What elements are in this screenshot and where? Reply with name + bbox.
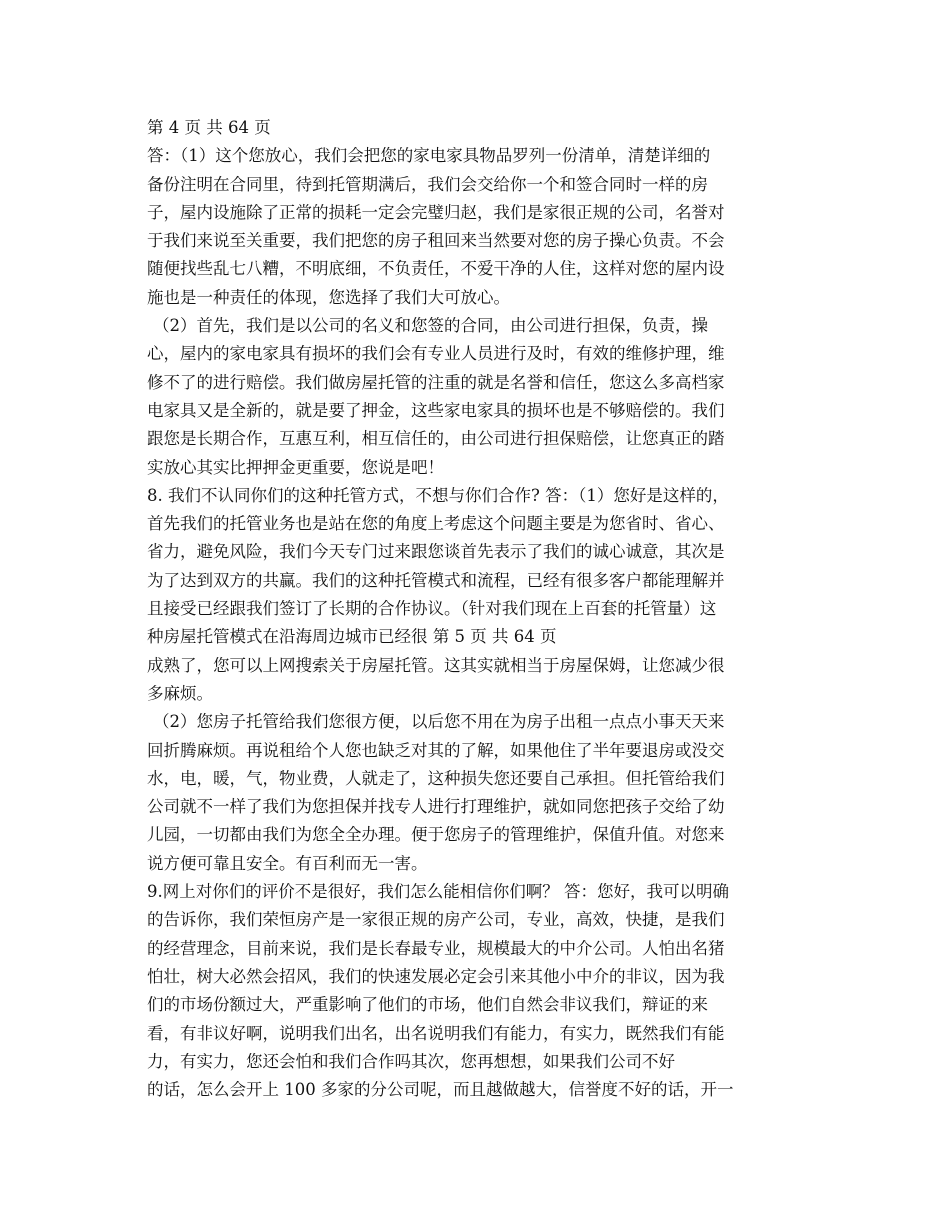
question-9-line-5: 们的市场份额过大，严重影响了他们的市场，他们自然会非议我们，辩证的来 xyxy=(147,995,708,1015)
page-header-line: 第 4 页 共 64 页 xyxy=(147,118,271,137)
answer-7-line-5: 随便找些乱七八糟，不明底细，不负责任，不爱干净的人住，这样对您的屋内设 xyxy=(147,259,725,279)
answer-8-part-2-line-6: 说方便可靠且安全。有百利而无一害。 xyxy=(147,853,428,873)
question-9-line-2: 的告诉你，我们荣恒房产是一家很正规的房产公司，专业，高效，快捷，是我们 xyxy=(147,910,725,930)
question-9-line-4: 怕壮，树大必然会招风，我们的快速发展必定会引来其他小中介的非议，因为我 xyxy=(147,966,725,986)
answer-7-part-2-line-4: 电家具又是全新的，就是要了押金，这些家电家具的损坏也是不够赔偿的。我们 xyxy=(147,400,725,420)
answer-7-part-2-line-1: （2）首先，我们是以公司的名义和您签的合同，由公司进行担保，负责，操 xyxy=(153,316,708,336)
answer-8-part-2-line-4: 公司就不一样了我们为您担保并找专人进行打理维护，就如同您把孩子交给了幼 xyxy=(147,797,725,817)
answer-7-part-2-line-2: 心，屋内的家电家具有损坏的我们会有专业人员进行及时，有效的维修护理，维 xyxy=(147,344,725,364)
question-8-line-8: 多麻烦。 xyxy=(147,683,213,703)
question-9-line-8: 的话，怎么会开上 100 多家的分公司呢，而且越做越大，信誉度不好的话，开一 xyxy=(147,1080,734,1100)
question-9-line-6: 看，有非议好啊，说明我们出名，出名说明我们有能力，有实力，既然我们有能 xyxy=(147,1023,725,1043)
answer-8-part-2-line-2: 回折腾麻烦。再说租给个人您也缺乏对其的了解，如果他住了半年要退房或没交 xyxy=(147,740,725,760)
answer-7-line-4: 于我们来说至关重要，我们把您的房子租回来当然要对您的房子操心负责。不会 xyxy=(147,231,725,251)
question-8-line-4: 为了达到双方的共赢。我们的这种托管模式和流程，已经有很多客户都能理解并 xyxy=(147,570,725,590)
question-8-line-5: 且接受已经跟我们签订了长期的合作协议。（针对我们现在上百套的托管量）这 xyxy=(147,599,717,619)
answer-7-line-1: 答：（1）这个您放心，我们会把您的家电家具物品罗列一份清单，清楚详细的 xyxy=(147,146,711,166)
answer-8-part-2-line-5: 儿园，一切都由我们为您全全办理。便于您房子的管理维护，保值升值。对您来 xyxy=(147,825,725,845)
answer-7-part-2-line-6: 实放心其实比押押金更重要，您说是吧！ xyxy=(147,457,444,477)
answer-7-part-2-line-3: 修不了的进行赔偿。我们做房屋托管的注重的就是名誉和信任，您这么多高档家 xyxy=(147,372,725,392)
answer-7-line-6: 施也是一种责任的体现，您选择了我们大可放心。 xyxy=(147,287,510,307)
question-8-line-6: 种房屋托管模式在沿海周边城市已经很 第 5 页 共 64 页 xyxy=(147,627,557,647)
question-8-line-3: 省力，避免风险，我们今天专门过来跟您谈首先表示了我们的诚心诚意，其次是 xyxy=(147,542,725,562)
answer-7-line-3: 子，屋内设施除了正常的损耗一定会完璧归赵，我们是家很正规的公司，名誉对 xyxy=(147,202,725,222)
question-8-line-2: 首先我们的托管业务也是站在您的角度上考虑这个问题主要是为您省时、省心、 xyxy=(147,514,725,534)
question-9-line-1: 9.网上对你们的评价不是很好，我们怎么能相信你们啊？ 答：您好，我可以明确 xyxy=(147,882,729,902)
question-8-line-7: 成熟了，您可以上网搜索关于房屋托管。这其实就相当于房屋保姆，让您减少很 xyxy=(147,655,725,675)
question-9-line-3: 的经营理念，目前来说，我们是长春最专业，规模最大的中介公司。人怕出名猪 xyxy=(147,938,725,958)
answer-7-part-2-line-5: 跟您是长期合作，互惠互利，相互信任的，由公司进行担保赔偿，让您真正的踏 xyxy=(147,429,725,449)
answer-8-part-2-line-1: （2）您房子托管给我们您很方便，以后您不用在为房子出租一点点小事天天来 xyxy=(153,712,725,732)
question-8-line-1: 8. 我们不认同你们的这种托管方式，不想与你们合作? 答：（1）您好是这样的， xyxy=(147,485,729,505)
document-page xyxy=(147,114,799,1104)
answer-7-line-2: 备份注明在合同里，待到托管期满后，我们会交给你一个和签合同时一样的房 xyxy=(147,174,708,194)
answer-8-part-2-line-3: 水，电，暖，气，物业费，人就走了，这种损失您还要自己承担。但托管给我们 xyxy=(147,768,725,788)
question-9-line-7: 力，有实力，您还会怕和我们合作吗其次，您再想想，如果我们公司不好 xyxy=(147,1051,675,1071)
